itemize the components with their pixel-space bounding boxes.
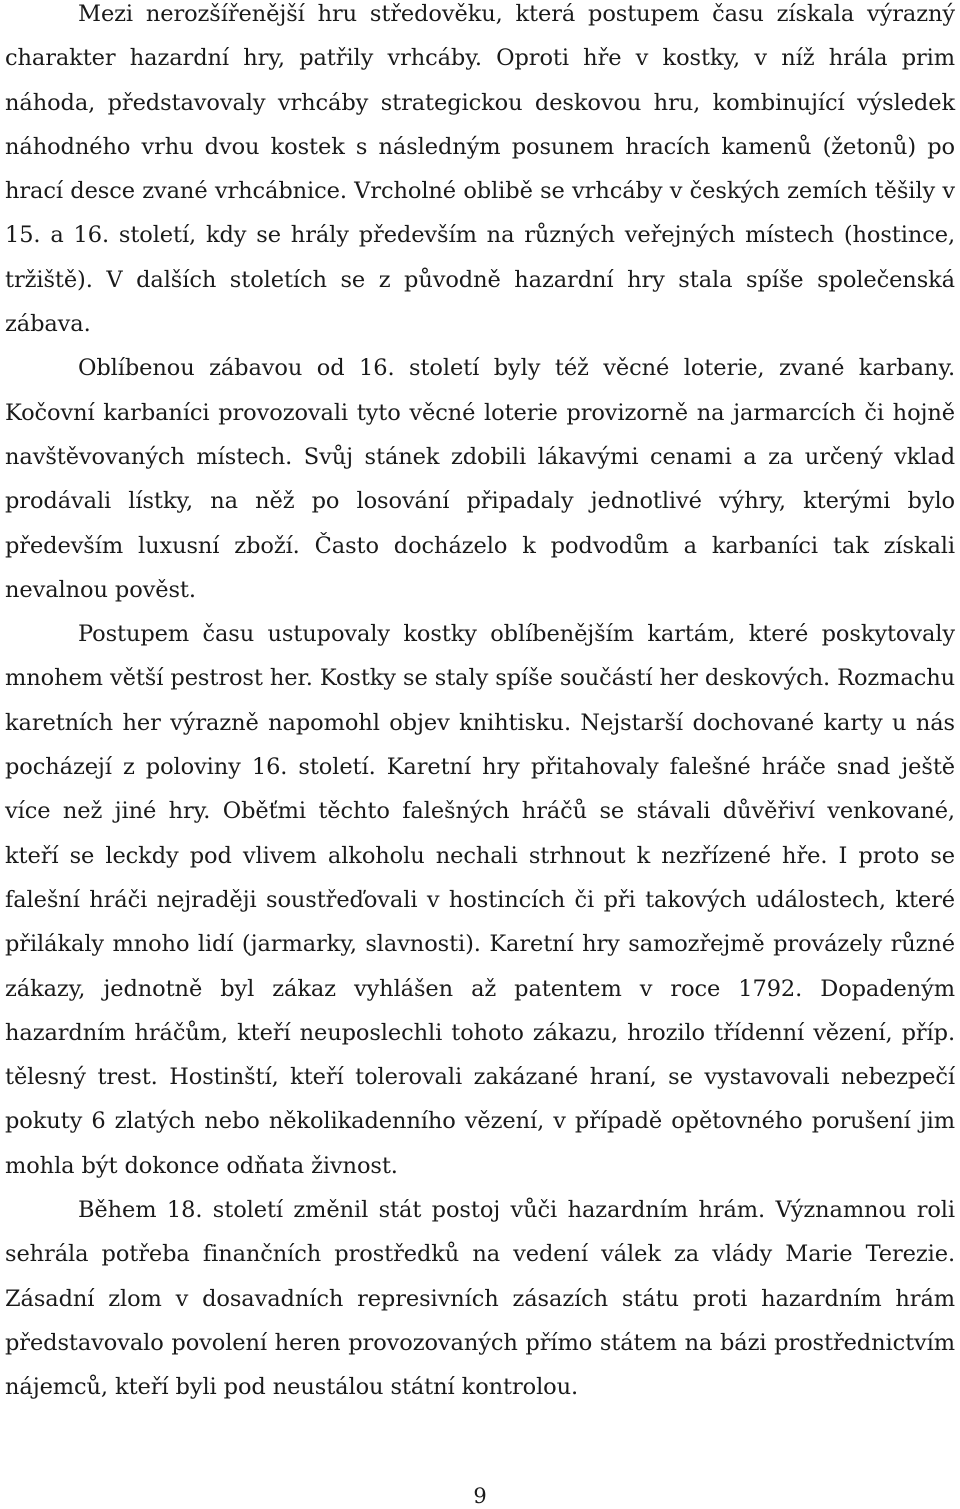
paragraph-karty: Postupem času ustupovaly kostky oblíbenějším kartám, které poskytovaly mnohem větší pestrost her. Kostky se staly spíše součástí her deskových. Rozmachu karetních her výrazně napomohl objev knihtisku. Nejstarší dochované karty u nás pocházejí z poloviny 16. století. Karetní hry přitahovaly falešné hráče snad ještě více než jiné hry. Oběťmi těchto falešných hráčů se stávali důvěřiví venkované, kteří se leckdy pod vlivem alkoholu nechali strhnout k nezřízené hře. I proto se falešní hráči nejraději soustřeďovali v hostincích či při takových událostech, které přilákaly mnoho lidí (jarmarky, slavnosti). Karetní hry samozřejmě provázely různé zákazy, jednotně byl zákaz vyhlášen až patentem v roce 1792. Dopadeným hazardním hráčům, kteří neuposlechli tohoto zákazu, hrozilo třídenní vězení, příp. tělesný trest. Hostinští, kteří tolerovali zakázané hraní, se vystavovali nebezpečí pokuty 6 zlatých nebo několikadenního vězení, v případě opětovného porušení jim mohla být dokonce odňata živnost. (5, 621, 955, 1179)
paragraph-karbany: Oblíbenou zábavou od 16. století byly též věcné loterie, zvané karbany. Kočovní karbaníci provozovali tyto věcné loterie provizorně na jarmarcích či hojně navštěvovaných místech. Svůj stánek zdobili lákavými cenami a za určený vklad prodávali lístky, na něž po losování připadaly jednotlivé výhry, kterými bylo především luxusní zboží. Často docházelo k podvodům a karbaníci tak získali nevalnou pověst. (5, 355, 955, 603)
paragraph-18-stoleti: Během 18. století změnil stát postoj vůči hazardním hrám. Významnou roli sehrála potřeba finančních prostředků na vedení válek za vlády Marie Terezie. Zásadní zlom v dosavadních represivních zásazích státu proti hazardním hrám představovalo povolení heren provozovaných přímo státem na bázi prostřednictvím nájemců, kteří byli pod neustálou státní kontrolou. (5, 1197, 955, 1401)
document-page (5, 0, 955, 1509)
page-number: 9 (473, 1484, 487, 1508)
paragraph-vrhcaby: Mezi nerozšířenější hru středověku, která postupem času získala výrazný charakter hazardní hry, patřily vrhcáby. Oproti hře v kostky, v níž hrála prim náhoda, představovaly vrhcáby strategickou deskovou hru, kombinující výsledek náhodného vrhu dvou kostek s následným posunem hracích kamenů (žetonů) po hrací desce zvané vrhcábnice. Vrcholné oblibě se vrhcáby v českých zemích těšily v 15. a 16. století, kdy se hrály především na různých veřejných místech (hostince, tržiště). V dalších stoletích se z původně hazardní hry stala spíše společenská zábava. (5, 1, 955, 338)
